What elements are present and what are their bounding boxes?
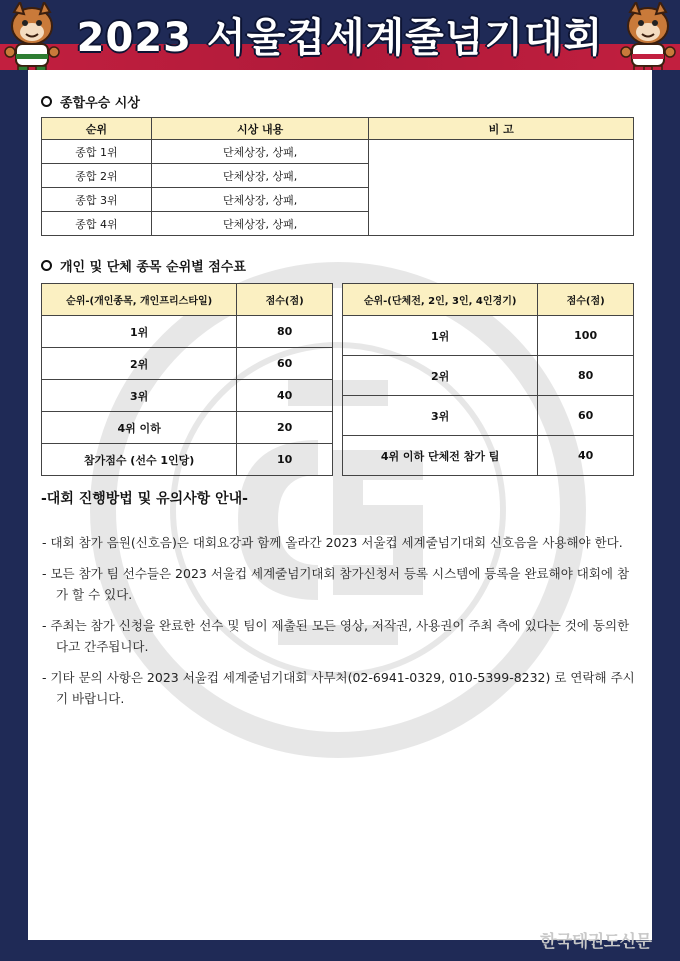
award-cell: 단체상장, 상패, (151, 212, 369, 236)
column-header: 순위-(단체전, 2인, 3인, 4인경기) (343, 284, 538, 316)
table-row (42, 316, 333, 348)
table-row (42, 412, 333, 444)
score-cell: 100 (538, 316, 634, 356)
column-header: 점수(점) (538, 284, 634, 316)
award-cell: 단체상장, 상패, (151, 140, 369, 164)
list-item: - 대회 참가 음원(신호음)은 대회요강과 함께 올라간 2023 서울컵 세계줄넘기대회 신호음을 사용해야 한다. (42, 535, 623, 550)
notes-list (38, 532, 638, 719)
column-header: 비 고 (369, 118, 634, 140)
rank-cell: 1위 (343, 316, 538, 356)
column-header: 시상 내용 (151, 118, 369, 140)
header-banner (0, 0, 680, 70)
section-title-text: 개인 및 단체 종목 순위별 점수표 (60, 260, 246, 275)
guide-title: -대회 진행방법 및 유의사항 안내- (41, 491, 248, 507)
score-cell: 20 (237, 412, 333, 444)
table-header-row (343, 284, 634, 316)
score-cell: 40 (538, 436, 634, 476)
circle-bullet-icon (41, 260, 52, 271)
individual-score-table (41, 283, 333, 476)
remarks-cell (369, 140, 634, 236)
score-cell: 60 (237, 348, 333, 380)
footer-logo-text: 한국태권도신문 (540, 932, 652, 952)
rank-cell: 종합 3위 (42, 188, 152, 212)
section-title-text: 종합우승 시상 (60, 96, 140, 111)
table-header-row (42, 284, 333, 316)
circle-bullet-icon (41, 96, 52, 107)
list-item: - 모든 참가 팀 선수들은 2023 서울컵 세계줄넘기대회 참가신청서 등록 시스템에 등록을 완료해야 대회에 참가 할 수 있다. (42, 566, 630, 602)
table-header-row (42, 118, 634, 140)
table-row (343, 396, 634, 436)
rank-cell: 3위 (343, 396, 538, 436)
table-row (42, 444, 333, 476)
table-row (42, 140, 634, 164)
rank-cell: 4위 이하 (42, 412, 237, 444)
score-cell: 80 (237, 316, 333, 348)
score-cell: 60 (538, 396, 634, 436)
column-header: 점수(점) (237, 284, 333, 316)
table-row (42, 348, 333, 380)
section-title-scores (41, 256, 246, 275)
list-item: - 기타 문의 사항은 2023 서울컵 세계줄넘기대회 사무처(02-6941-0329, 010-5399-8232) 로 연락해 주시기 바랍니다. (42, 670, 635, 706)
section-title-overall (41, 92, 140, 111)
rank-cell: 종합 1위 (42, 140, 152, 164)
table-row (42, 380, 333, 412)
rank-cell: 3위 (42, 380, 237, 412)
rank-cell: 종합 4위 (42, 212, 152, 236)
table-row (343, 356, 634, 396)
score-cell: 10 (237, 444, 333, 476)
list-item: - 주최는 참가 신청을 완료한 선수 및 팀이 제출된 모든 영상, 저작권, 사용권이 주최 측에 있다는 것에 동의한다고 간주됩니다. (42, 618, 630, 654)
award-cell: 단체상장, 상패, (151, 164, 369, 188)
document-sheet (28, 70, 652, 940)
overall-award-table (41, 117, 634, 236)
rank-cell: 1위 (42, 316, 237, 348)
score-cell: 40 (237, 380, 333, 412)
rank-cell: 참가점수 (선수 1인당) (42, 444, 237, 476)
column-header: 순위-(개인종목, 개인프리스타일) (42, 284, 237, 316)
rank-cell: 2위 (42, 348, 237, 380)
score-cell: 80 (538, 356, 634, 396)
squirrel-mascot-icon (618, 2, 678, 70)
table-row (343, 316, 634, 356)
column-header: 순위 (42, 118, 152, 140)
award-cell: 단체상장, 상패, (151, 188, 369, 212)
table-row (343, 436, 634, 476)
team-score-table (342, 283, 634, 476)
rank-cell: 종합 2위 (42, 164, 152, 188)
rank-cell: 4위 이하 단체전 참가 팀 (343, 436, 538, 476)
rank-cell: 2위 (343, 356, 538, 396)
page-title: 2023 서울컵세계줄넘기대회 (76, 15, 604, 61)
